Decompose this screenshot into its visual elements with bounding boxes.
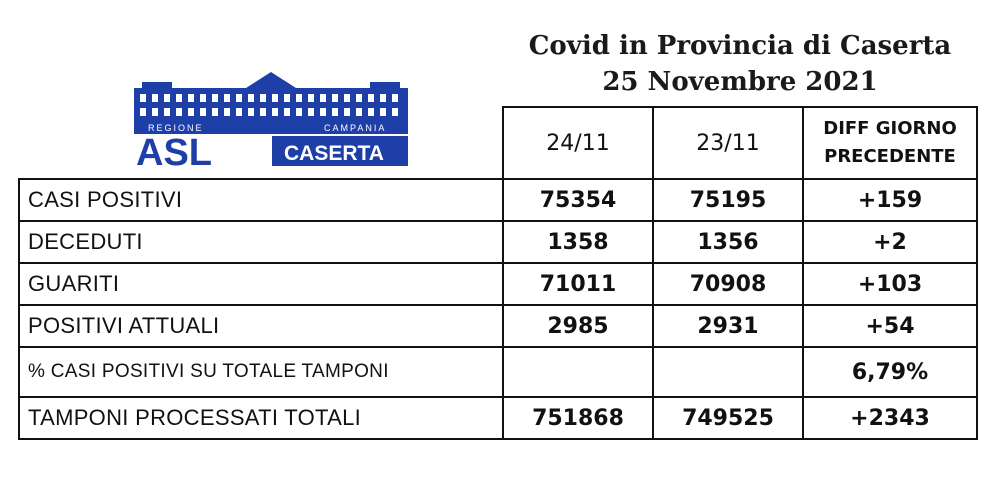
table-row-tamponi [19, 397, 977, 439]
row-value-2: 1356 [653, 221, 803, 263]
table-header-row [19, 107, 977, 179]
logo-region-right: CAMPANIA [324, 123, 387, 133]
title-line-1: Covid in Provincia di Caserta [528, 31, 952, 61]
table-row-casi-positivi [19, 179, 977, 221]
row-value-2: 749525 [653, 397, 803, 439]
row-diff: +54 [803, 305, 977, 347]
header-date-1: 24/11 [503, 107, 653, 179]
table-row-percentuale [19, 347, 977, 397]
header-date-2: 23/11 [653, 107, 803, 179]
row-value-2 [653, 347, 803, 397]
header-diff-line-2: PRECEDENTE [824, 146, 956, 167]
row-value-1: 751868 [503, 397, 653, 439]
title-line-2: 25 Novembre 2021 [602, 67, 878, 97]
table-row-positivi-attuali [19, 305, 977, 347]
row-label: DECEDUTI [19, 221, 503, 263]
row-diff: +159 [803, 179, 977, 221]
row-value-1: 75354 [503, 179, 653, 221]
report-title [480, 28, 1000, 100]
row-label: CASI POSITIVI [19, 179, 503, 221]
table-row-guariti [19, 263, 977, 305]
row-diff: +103 [803, 263, 977, 305]
row-label: TAMPONI PROCESSATI TOTALI [19, 397, 503, 439]
row-diff: +2 [803, 221, 977, 263]
row-value-2: 2931 [653, 305, 803, 347]
logo-acronym: ASL [136, 132, 212, 170]
row-value-1: 71011 [503, 263, 653, 305]
covid-stats-table [18, 106, 978, 440]
header-diff [803, 107, 977, 179]
table-row-deceduti [19, 221, 977, 263]
row-value-1: 1358 [503, 221, 653, 263]
row-diff: 6,79% [803, 347, 977, 397]
logo-region-left: REGIONE [148, 123, 204, 133]
row-value-1 [503, 347, 653, 397]
row-value-2: 70908 [653, 263, 803, 305]
row-label: POSITIVI ATTUALI [19, 305, 503, 347]
row-value-2: 75195 [653, 179, 803, 221]
row-value-1: 2985 [503, 305, 653, 347]
row-label: GUARITI [19, 263, 503, 305]
logo-city: CASERTA [284, 142, 384, 165]
header-diff-line-1: DIFF GIORNO [823, 118, 957, 139]
header-blank-cell [19, 107, 503, 179]
row-diff: +2343 [803, 397, 977, 439]
row-label: % CASI POSITIVI SU TOTALE TAMPONI [19, 347, 503, 397]
